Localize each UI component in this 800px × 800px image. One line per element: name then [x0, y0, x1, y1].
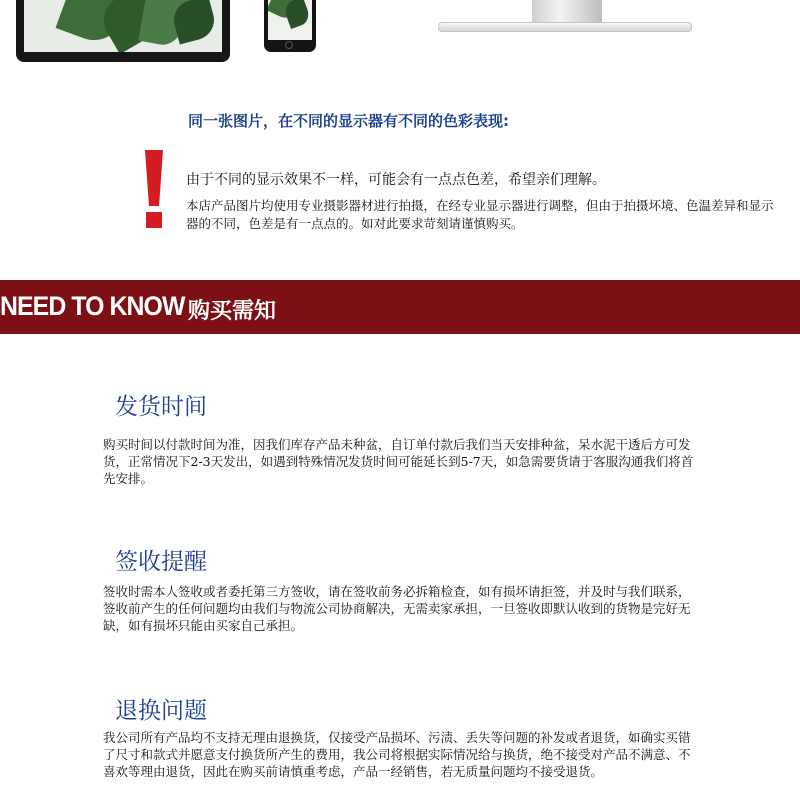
monitor-base — [438, 22, 692, 32]
banner-english-title: NEED TO KNOW — [0, 291, 185, 321]
returns-heading: 退换问题 — [115, 698, 207, 724]
monitor-stand — [532, 0, 602, 22]
need-to-know-banner — [0, 280, 800, 334]
receipt-reminder-text: 签收时需本人签收或者委托第三方签收，请在签收前务必拆箱检查，如有损坏请拒签，并及时与我们联系，签收前产生的任何问题均由我们与物流公司协商解决，无需卖家承担，一旦签收即默认收到的货物是完好无缺，如有损坏只能由买家自己承担。 — [103, 584, 691, 633]
color-notice-line1: 由于不同的显示效果不一样，可能会有一点点色差，希望亲们理解。 — [186, 172, 606, 188]
color-notice-title: 同一张图片，在不同的显示器有不同的色彩表现: — [188, 112, 510, 130]
phone-image — [264, 0, 316, 52]
exclamation-icon — [141, 150, 167, 228]
receipt-reminder-heading: 签收提醒 — [115, 549, 207, 575]
shipping-time-heading: 发货时间 — [115, 394, 207, 420]
banner-chinese-title: 购买需知 — [188, 299, 277, 324]
color-notice-line2: 本店产品图片均使用专业摄影器材进行拍摄，在经专业显示器进行调整，但由于拍摄坏境、色温差异和显示器的不同，色差是有一点点的。如对此要求苛刻请谨慎购买。 — [186, 198, 774, 231]
returns-text: 我公司所有产品均不支持无理由退换货，仅接受产品损坏、污渍、丢失等问题的补发或者退货，如确实买错了尺寸和款式并愿意支付换货所产生的费用，我公司将根据实际情况给与换货，绝不接受对产品不满意、不喜欢等理由退货，因此在购买前请慎重考虑，产品一经销售，若无质量问题均不接受退货。 — [103, 730, 691, 779]
tablet-image — [16, 0, 230, 62]
shipping-time-text: 购买时间以付款时间为准，因我们库存产品未种盆，自订单付款后我们当天安排种盆，呆水泥干透后方可发货，正常情况下2-3天发出，如遇到特殊情况发货时间可能延长到5-7天，如急需要货请于客服沟通我们将首先安排。 — [103, 437, 694, 486]
